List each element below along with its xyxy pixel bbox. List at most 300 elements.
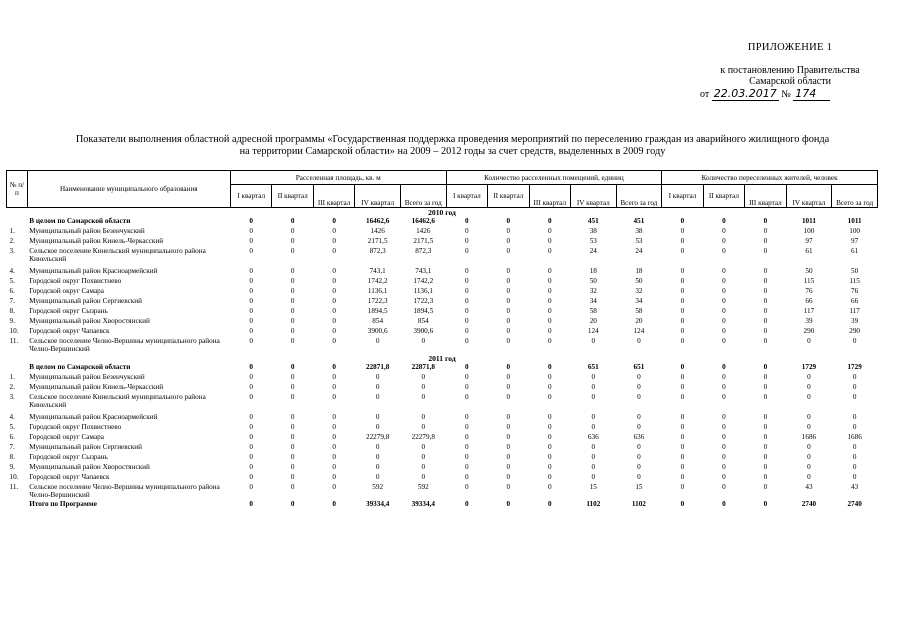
- value-cell: 0: [332, 383, 336, 391]
- value-cell: 0: [763, 500, 768, 508]
- value-cell: 0: [763, 227, 768, 235]
- value-cell: 22279,8: [411, 433, 435, 441]
- value-cell: 117: [803, 307, 815, 315]
- value-cell: 0: [290, 337, 295, 345]
- value-cell: 0: [591, 337, 596, 345]
- value-cell: 0: [332, 363, 336, 371]
- value-cell: 0: [680, 307, 685, 315]
- value-cell: 58: [635, 307, 643, 315]
- value-cell: 0: [249, 297, 253, 305]
- value-cell: 0: [722, 297, 726, 305]
- table-row: [7, 297, 878, 307]
- value-cell: 0: [680, 433, 685, 441]
- value-cell: 0: [332, 483, 336, 491]
- value-cell: 0: [637, 373, 641, 381]
- value-cell: 0: [807, 337, 811, 345]
- value-cell: 0: [506, 463, 511, 471]
- value-cell: 0: [547, 483, 552, 491]
- value-cell: 0: [249, 237, 253, 245]
- value-cell: 872,3: [369, 247, 386, 255]
- value-cell: 0: [722, 327, 726, 335]
- value-cell: 1722,3: [413, 297, 434, 305]
- value-cell: 0: [290, 453, 295, 461]
- value-cell: 22871,8: [365, 363, 390, 371]
- value-cell: 0: [465, 217, 469, 225]
- value-cell: 0: [591, 383, 596, 391]
- row-number: 1.: [9, 227, 15, 235]
- value-cell: 1102: [631, 500, 646, 508]
- value-cell: 0: [375, 337, 380, 345]
- value-cell: 34: [635, 297, 643, 305]
- value-cell: 1686: [847, 433, 862, 441]
- value-cell: 0: [680, 297, 685, 305]
- value-cell: 0: [547, 500, 552, 508]
- value-cell: 0: [547, 373, 552, 381]
- value-cell: 20: [635, 317, 643, 325]
- value-cell: 0: [763, 383, 768, 391]
- region-total-row: [7, 217, 878, 227]
- value-cell: 0: [249, 423, 253, 431]
- value-cell: 0: [807, 413, 811, 421]
- value-cell: 0: [332, 413, 336, 421]
- row-name: В целом по Самарской области: [29, 217, 131, 225]
- value-cell: 854: [372, 317, 384, 325]
- value-cell: 124: [633, 327, 645, 335]
- year-row: [7, 208, 878, 218]
- value-cell: 1011: [801, 217, 816, 225]
- row-name: Сельское поселение Челно-Вершины муниципального района Челно-Вершинский: [29, 483, 220, 500]
- value-cell: 0: [680, 483, 685, 491]
- value-cell: 97: [851, 237, 859, 245]
- value-cell: 0: [680, 217, 685, 225]
- table-row: [7, 453, 878, 463]
- value-cell: 0: [465, 443, 469, 451]
- subheader-q1: I квартал: [230, 185, 271, 208]
- value-cell: 0: [375, 423, 380, 431]
- value-cell: 0: [807, 463, 811, 471]
- value-cell: 0: [290, 327, 295, 335]
- value-cell: 2171,5: [413, 237, 434, 245]
- value-cell: 0: [465, 237, 469, 245]
- table-row: [7, 433, 878, 443]
- value-cell: 0: [332, 327, 336, 335]
- value-cell: 0: [680, 337, 685, 345]
- value-cell: 34: [589, 297, 597, 305]
- table-row: [7, 393, 878, 410]
- subheader-q4: IV квартал: [355, 185, 401, 208]
- value-cell: 0: [763, 217, 768, 225]
- value-cell: 0: [506, 287, 511, 295]
- value-cell: 451: [587, 217, 599, 225]
- value-cell: 0: [332, 247, 336, 255]
- approval-header: [700, 42, 880, 100]
- value-cell: 0: [375, 413, 380, 421]
- subheader-q1: I квартал: [446, 185, 487, 208]
- row-number: 11.: [9, 337, 19, 345]
- row-name: Городской округ Чапаевск: [29, 327, 110, 335]
- row-name: Итого по Программе: [29, 500, 97, 508]
- value-cell: 0: [852, 413, 857, 421]
- subheader-total: Всего за год: [616, 185, 662, 208]
- value-cell: 1722,3: [367, 297, 388, 305]
- value-cell: 0: [547, 473, 552, 481]
- value-cell: 0: [465, 423, 469, 431]
- value-cell: 124: [587, 327, 599, 335]
- value-cell: 0: [465, 453, 469, 461]
- value-cell: 0: [763, 393, 768, 401]
- value-cell: 39: [805, 317, 813, 325]
- value-cell: 0: [722, 423, 726, 431]
- value-cell: 0: [465, 287, 469, 295]
- value-cell: 0: [332, 337, 336, 345]
- value-cell: 0: [547, 307, 552, 315]
- row-name: Городской округ Сызрань: [29, 453, 108, 461]
- value-cell: 290: [849, 327, 861, 335]
- value-cell: 18: [589, 267, 597, 275]
- value-cell: 115: [803, 277, 815, 285]
- value-cell: 0: [722, 500, 726, 508]
- value-cell: 0: [465, 500, 469, 508]
- value-cell: 53: [635, 237, 643, 245]
- value-cell: 0: [807, 383, 811, 391]
- row-name: Муниципальный район Хворостянский: [29, 463, 150, 471]
- value-cell: 0: [506, 247, 511, 255]
- row-name: Муниципальный район Красноармейский: [29, 267, 158, 275]
- year-label: 2010 год: [428, 208, 456, 217]
- table-row: [7, 443, 878, 453]
- row-number: 3.: [9, 247, 15, 255]
- value-cell: 18: [635, 267, 643, 275]
- value-cell: 97: [805, 237, 813, 245]
- value-cell: 0: [421, 443, 426, 451]
- value-cell: 0: [680, 327, 685, 335]
- value-cell: 0: [332, 237, 336, 245]
- decree-date: 22.03.2017: [713, 87, 777, 100]
- value-cell: 0: [852, 443, 857, 451]
- value-cell: 0: [852, 423, 857, 431]
- value-cell: 0: [852, 373, 857, 381]
- value-cell: 0: [722, 483, 726, 491]
- value-cell: 0: [465, 373, 469, 381]
- row-name: Муниципальный район Сергиевский: [29, 443, 142, 451]
- table-row: [7, 473, 878, 483]
- value-cell: 0: [465, 463, 469, 471]
- value-cell: 0: [680, 413, 685, 421]
- row-number: [7, 500, 28, 510]
- value-cell: 0: [722, 373, 726, 381]
- value-cell: 0: [680, 227, 685, 235]
- table-row: [7, 307, 878, 317]
- value-cell: 0: [465, 307, 469, 315]
- from-label: от: [700, 89, 710, 100]
- value-cell: 0: [332, 227, 336, 235]
- row-number: [7, 217, 28, 227]
- subheader-q1: I квартал: [662, 185, 703, 208]
- value-cell: 1742,2: [367, 277, 388, 285]
- value-cell: 0: [547, 317, 552, 325]
- row-number: 10.: [9, 473, 19, 481]
- year-label: 2011 год: [428, 354, 456, 363]
- table-row: [7, 237, 878, 247]
- value-cell: 61: [805, 247, 813, 255]
- value-cell: 2740: [847, 500, 862, 508]
- table-row: [7, 463, 878, 473]
- row-name: Городской округ Похвистнево: [29, 277, 122, 285]
- value-cell: 0: [680, 463, 685, 471]
- value-cell: 0: [506, 473, 511, 481]
- value-cell: 592: [372, 483, 384, 491]
- value-cell: 0: [506, 277, 511, 285]
- subheader-total: Всего за год: [832, 185, 878, 208]
- col-name-header: Наименование муниципального образования: [27, 171, 230, 208]
- row-number: [7, 363, 28, 373]
- row-name: Городской округ Самара: [29, 287, 104, 295]
- value-cell: 43: [805, 483, 813, 491]
- value-cell: 0: [249, 217, 253, 225]
- row-number: 7.: [9, 297, 15, 305]
- value-cell: 100: [849, 227, 861, 235]
- value-cell: 0: [506, 413, 511, 421]
- value-cell: 0: [547, 433, 552, 441]
- row-number: 5.: [9, 277, 15, 285]
- value-cell: 0: [807, 443, 811, 451]
- value-cell: 0: [807, 393, 811, 401]
- value-cell: 15: [589, 483, 597, 491]
- value-cell: 0: [249, 500, 253, 508]
- value-cell: 58: [589, 307, 597, 315]
- col-num-header: № п/п: [7, 171, 28, 208]
- row-name: Городской округ Похвистнево: [29, 423, 122, 431]
- value-cell: 0: [722, 277, 726, 285]
- value-cell: 0: [465, 393, 469, 401]
- value-cell: 0: [763, 413, 768, 421]
- value-cell: 0: [763, 287, 768, 295]
- value-cell: 0: [249, 337, 253, 345]
- value-cell: 0: [591, 393, 596, 401]
- value-cell: 0: [290, 287, 295, 295]
- value-cell: 1729: [847, 363, 862, 371]
- value-cell: 1686: [801, 433, 817, 441]
- value-cell: 0: [722, 217, 726, 225]
- value-cell: 0: [763, 337, 768, 345]
- value-cell: 0: [637, 383, 641, 391]
- value-cell: 16462,6: [365, 217, 390, 225]
- value-cell: 2740: [801, 500, 817, 508]
- value-cell: 0: [506, 337, 511, 345]
- value-cell: 0: [506, 383, 511, 391]
- value-cell: 0: [722, 363, 726, 371]
- value-cell: 0: [465, 247, 469, 255]
- table-row: [7, 247, 878, 264]
- value-cell: 50: [635, 277, 643, 285]
- value-cell: 3900,6: [413, 327, 434, 335]
- value-cell: 0: [547, 277, 552, 285]
- subheader-q4: IV квартал: [786, 185, 832, 208]
- row-number: 10.: [9, 327, 19, 335]
- value-cell: 15: [635, 483, 643, 491]
- value-cell: 1136,1: [367, 287, 388, 295]
- value-cell: 0: [680, 363, 685, 371]
- value-cell: 0: [763, 483, 768, 491]
- decree-line-2: Самарской области: [749, 76, 831, 87]
- value-cell: 0: [421, 463, 426, 471]
- value-cell: 0: [547, 337, 552, 345]
- table-row: [7, 267, 878, 277]
- group-area-header: Расселенная площадь, кв. м: [230, 171, 446, 185]
- value-cell: 0: [637, 443, 641, 451]
- value-cell: 0: [249, 287, 253, 295]
- value-cell: 24: [635, 247, 643, 255]
- row-name: Сельское поселение Кинельский муниципального района Кинельский: [29, 247, 206, 264]
- value-cell: 0: [807, 423, 811, 431]
- value-cell: 53: [589, 237, 597, 245]
- value-cell: 0: [680, 473, 685, 481]
- value-cell: 0: [547, 393, 552, 401]
- value-cell: 0: [637, 423, 641, 431]
- value-cell: 0: [763, 247, 768, 255]
- row-number: 6.: [9, 287, 15, 295]
- value-cell: 0: [249, 473, 253, 481]
- row-name: Сельское поселение Челно-Вершины муниципального района Челно-Вершинский: [29, 337, 220, 354]
- value-cell: 0: [249, 247, 253, 255]
- value-cell: 0: [763, 423, 768, 431]
- table-row: [7, 227, 878, 237]
- value-cell: 0: [722, 227, 726, 235]
- value-cell: 0: [506, 267, 511, 275]
- value-cell: 0: [465, 277, 469, 285]
- row-number: 4.: [9, 267, 15, 275]
- value-cell: 0: [547, 463, 552, 471]
- value-cell: 0: [722, 393, 726, 401]
- value-cell: 0: [852, 473, 857, 481]
- value-cell: 0: [332, 297, 336, 305]
- value-cell: 1011: [847, 217, 862, 225]
- value-cell: 743,1: [415, 267, 432, 275]
- value-cell: 0: [506, 483, 511, 491]
- value-cell: 0: [465, 317, 469, 325]
- subheader-q2: II квартал: [272, 185, 313, 208]
- value-cell: 0: [332, 423, 336, 431]
- row-number: 8.: [9, 453, 15, 461]
- value-cell: 0: [807, 373, 811, 381]
- value-cell: 0: [852, 383, 857, 391]
- row-number: 5.: [9, 423, 15, 431]
- value-cell: 0: [852, 453, 857, 461]
- value-cell: 2171,5: [367, 237, 388, 245]
- subheader-q4: IV квартал: [571, 185, 617, 208]
- row-number: 9.: [9, 317, 15, 325]
- value-cell: 0: [637, 473, 641, 481]
- value-cell: 0: [591, 453, 596, 461]
- value-cell: 0: [591, 373, 596, 381]
- row-name: Муниципальный район Кинель-Черкасский: [29, 237, 164, 245]
- row-number: 11.: [9, 483, 19, 491]
- value-cell: 0: [680, 267, 685, 275]
- value-cell: 0: [547, 423, 552, 431]
- value-cell: 743,1: [369, 267, 386, 275]
- value-cell: 0: [637, 413, 641, 421]
- table-row: [7, 373, 878, 383]
- value-cell: 0: [332, 453, 336, 461]
- value-cell: 0: [680, 383, 685, 391]
- value-cell: 0: [506, 373, 511, 381]
- value-cell: 0: [465, 337, 469, 345]
- table-row: [7, 317, 878, 327]
- value-cell: 651: [633, 363, 645, 371]
- value-cell: 0: [506, 453, 511, 461]
- value-cell: 0: [249, 227, 253, 235]
- row-name: Муниципальный район Кинель-Черкасский: [29, 383, 164, 391]
- value-cell: 0: [680, 277, 685, 285]
- value-cell: 0: [763, 267, 768, 275]
- value-cell: 0: [290, 473, 295, 481]
- value-cell: 0: [680, 373, 685, 381]
- value-cell: 1426: [370, 227, 385, 235]
- value-cell: 0: [852, 337, 857, 345]
- value-cell: 0: [722, 453, 726, 461]
- value-cell: 66: [851, 297, 859, 305]
- value-cell: 0: [465, 327, 469, 335]
- value-cell: 0: [807, 473, 811, 481]
- value-cell: 636: [633, 433, 645, 441]
- value-cell: 0: [290, 277, 295, 285]
- document-title: [0, 134, 905, 158]
- value-cell: 0: [680, 287, 685, 295]
- value-cell: 0: [249, 443, 253, 451]
- number-label: №: [781, 89, 791, 100]
- value-cell: 3900,6: [367, 327, 388, 335]
- value-cell: 117: [849, 307, 860, 315]
- value-cell: 50: [851, 267, 859, 275]
- subheader-q3: III квартал: [313, 185, 354, 208]
- value-cell: 0: [249, 463, 253, 471]
- value-cell: 38: [635, 227, 643, 235]
- value-cell: 0: [722, 267, 726, 275]
- value-cell: 0: [722, 443, 726, 451]
- value-cell: 0: [249, 307, 253, 315]
- value-cell: 0: [763, 373, 768, 381]
- value-cell: 1894,5: [367, 307, 388, 315]
- value-cell: 0: [506, 217, 511, 225]
- value-cell: 0: [332, 500, 336, 508]
- group-residents-header: Количество переселенных жителей, человек: [662, 171, 878, 185]
- table-row: [7, 337, 878, 354]
- value-cell: 0: [290, 383, 295, 391]
- value-cell: 0: [547, 227, 552, 235]
- value-cell: 0: [290, 433, 295, 441]
- value-cell: 0: [763, 307, 768, 315]
- value-cell: 0: [375, 373, 380, 381]
- row-name: Муниципальный район Безенчукский: [29, 373, 145, 381]
- table-row: [7, 483, 878, 500]
- row-number: 6.: [9, 433, 15, 441]
- table-row: [7, 277, 878, 287]
- value-cell: 0: [722, 413, 726, 421]
- value-cell: 0: [506, 433, 511, 441]
- value-cell: 0: [332, 443, 336, 451]
- value-cell: 0: [290, 373, 295, 381]
- row-name: Муниципальный район Безенчукский: [29, 227, 145, 235]
- value-cell: 0: [763, 443, 768, 451]
- value-cell: 0: [506, 500, 511, 508]
- value-cell: 76: [851, 287, 859, 295]
- value-cell: 39: [851, 317, 859, 325]
- value-cell: 0: [547, 247, 552, 255]
- value-cell: 0: [547, 443, 552, 451]
- value-cell: 115: [849, 277, 860, 285]
- value-cell: 0: [722, 383, 726, 391]
- value-cell: 0: [332, 287, 336, 295]
